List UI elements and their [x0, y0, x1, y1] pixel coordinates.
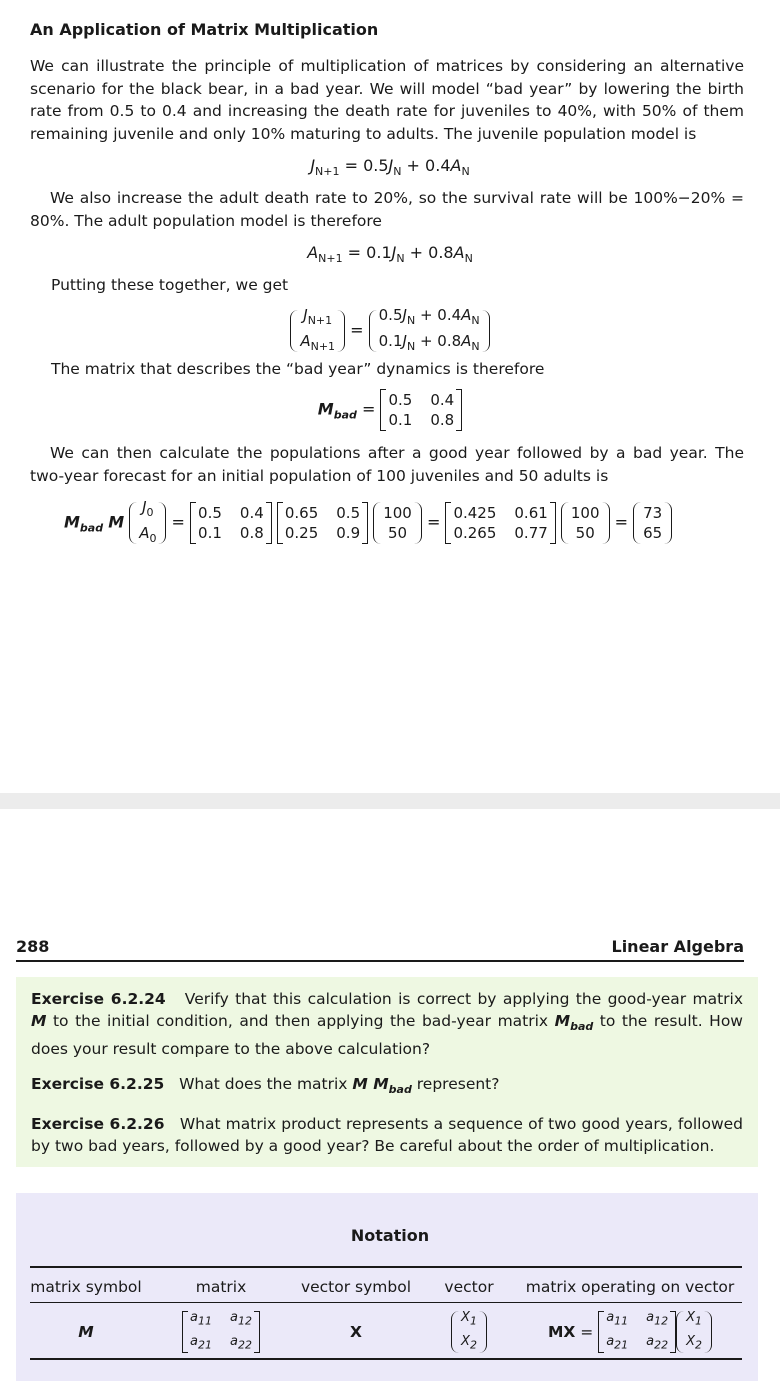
header-matrix-on-vector: matrix operating on vector	[525, 1278, 735, 1296]
cell-vector-symbol: X	[350, 1323, 362, 1341]
page-break	[0, 793, 780, 809]
matrix-text: The matrix that describes the “bad year” dynamics is therefore	[51, 360, 545, 378]
adult-equation: $A_{N+1} = 0.1J_N + 0.8A_N$	[307, 243, 473, 266]
adult-paragraph: We also increase the adult death rate to 20%, so the survival rate will be 100%−20% = 80%. The adult population model is therefore	[30, 189, 744, 230]
exercise-6-2-24: Exercise 6.2.24 Verify that this calculation is correct by applying the good-year matrix M to the initial condition, and then applying the bad-year matrix $M_{bad}$ to the result. How does your result compare to the above calculation?	[31, 990, 744, 1059]
header-rule	[16, 960, 744, 962]
header-vector: vector	[444, 1278, 494, 1296]
cell-matrix: $a_{11}$ $a_{12}$ $a_{21}$ $a_{22}$	[166, 1312, 276, 1352]
notation-bottom-rule	[30, 1358, 742, 1360]
m-bad-equation: $M_{bad}$ = 0.5 0.4 0.1 0.8	[0, 389, 780, 431]
cell-matrix-symbol: M	[78, 1323, 94, 1341]
header-vector-symbol: vector symbol	[300, 1278, 412, 1296]
juvenile-equation: $J_{N+1} = 0.5J_N + 0.4A_N$	[310, 156, 470, 179]
cell-vector: $X_1$ $X_2$	[438, 1312, 500, 1352]
header-matrix-symbol: matrix symbol	[30, 1278, 142, 1296]
intro-paragraph: We can illustrate the principle of multiplication of matrices by considering an alternative scenario for the black bear, in a bad year. We will model “bad year” by lowering the birth rate from 0.5 to 0.4 and increasing the death rate for juveniles to 40%, with 50% of them remaining juvenile and only 10% maturing to adults. The juvenile population model is	[30, 57, 744, 143]
notation-title: Notation	[350, 1226, 430, 1245]
section-title: An Application of Matrix Multiplication	[30, 20, 379, 39]
notation-top-rule	[30, 1266, 742, 1268]
page-number: 288	[16, 937, 50, 956]
cell-matrix-on-vector: MX = $a_{11}$ $a_{12}$ $a_{21}$ $a_{22}$ $X_1$ $X_2$	[522, 1312, 738, 1352]
forecast-equation: $M_{bad}$ M $J_0$ $A_0$ = 0.5 0.4 0.1 0.8 0.65 0.5 0.25 0.9 100 50 = 0.425 0.61 0.265 0.77 100 50 = 73 65	[64, 497, 672, 549]
book-title: Linear Algebra	[611, 937, 744, 956]
forecast-paragraph: We can then calculate the populations after a good year followed by a bad year. The two-year forecast for an initial population of 100 juveniles and 50 adults is	[30, 444, 744, 485]
together-text: Putting these together, we get	[51, 276, 289, 294]
header-matrix: matrix	[195, 1278, 247, 1296]
exercise-6-2-26: Exercise 6.2.26 What matrix product represents a sequence of two good years, followed by two bad years, followed by a good year? Be careful about the order of multiplication.	[31, 1115, 744, 1155]
notation-mid-rule	[30, 1302, 742, 1303]
system-equation: $J_{N+1}$ $A_{N+1}$ = $0.5J_N + 0.4A_N$ $0.1J_N + 0.8A_N$	[0, 305, 780, 357]
exercise-6-2-25: Exercise 6.2.25 What does the matrix M $M_{bad}$ represent?	[31, 1075, 500, 1097]
